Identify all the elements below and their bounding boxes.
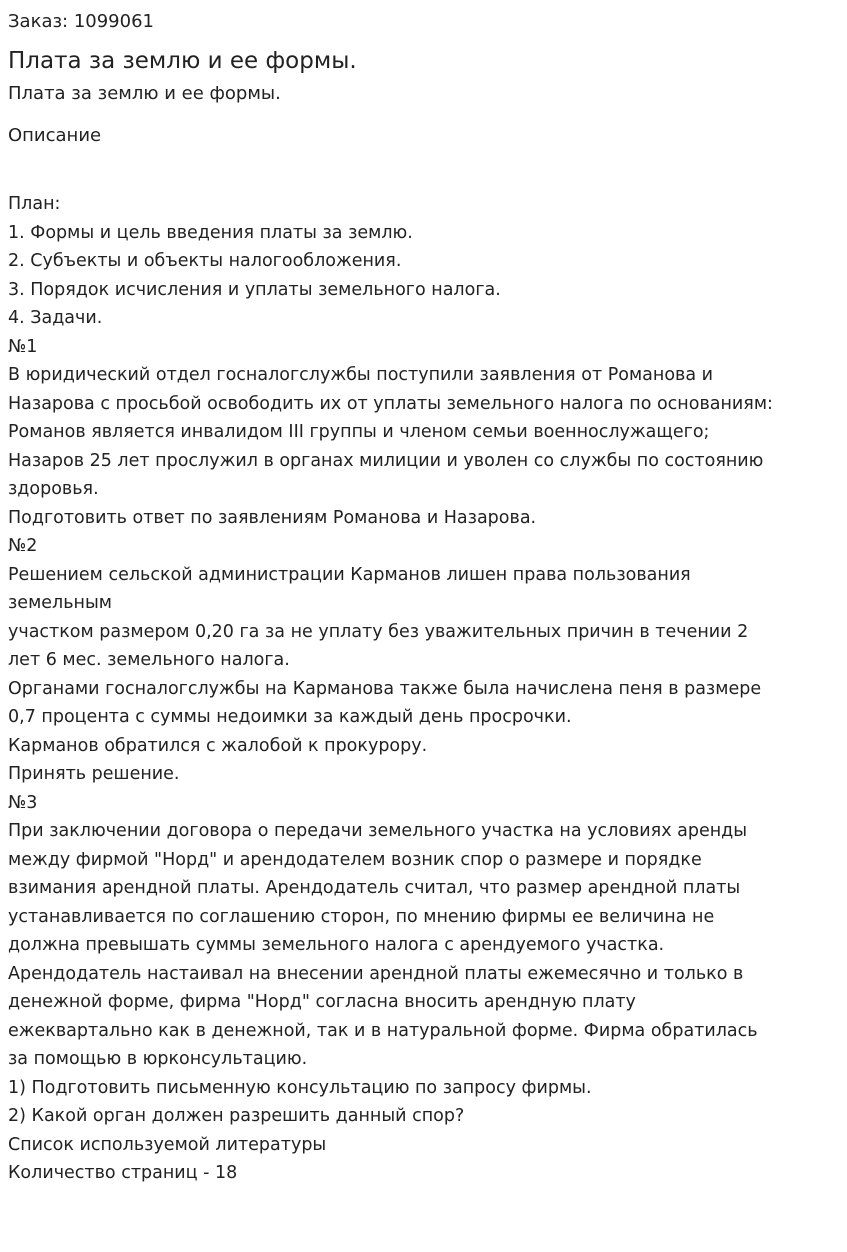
text-line: 3. Порядок исчисления и уплаты земельного налога. — [8, 279, 501, 300]
text-line: Романов является инвалидом III группы и членом семьи военнослужащего; — [8, 422, 710, 442]
text-line: Назаров 25 лет прослужил в органах милиции и уволен со службы по состоянию — [8, 450, 764, 471]
text-line: 1) Подготовить письменную консультацию по запросу фирмы. — [8, 1077, 592, 1098]
document-body — [8, 190, 839, 1188]
text-line: за помощью в юрконсультацию. — [8, 1049, 308, 1069]
text-line: 2. Субъекты и объекты налогообложения. — [8, 251, 402, 271]
text-line: 1. Формы и цель введения платы за землю. — [8, 222, 413, 243]
text-line: 2) Какой орган должен разрешить данный спор? — [8, 1106, 465, 1126]
text-line: №1 — [8, 336, 38, 357]
text-line: Назарова с просьбой освободить их от уплаты земельного налога по основаниям: — [8, 393, 773, 414]
text-line: План: — [8, 194, 61, 214]
text-line: лет 6 мес. земельного налога. — [8, 650, 290, 670]
description-heading: Описание — [8, 125, 102, 146]
text-line: земельным — [8, 593, 113, 613]
text-line: Количество страниц - 18 — [8, 1163, 238, 1183]
text-line: №3 — [8, 792, 38, 813]
text-line: между фирмой "Норд" и арендодателем возник спор о размере и порядке — [8, 849, 702, 870]
text-line: 0,7 процента с суммы недоимки за каждый день просрочки. — [8, 707, 572, 727]
text-line: №2 — [8, 536, 38, 556]
text-line: участком размером 0,20 га за не уплату без уважительных причин в течении 2 — [8, 621, 749, 642]
text-line: Принять решение. — [8, 764, 180, 784]
text-line: При заключении договора о передачи земельного участка на условиях аренды — [8, 821, 748, 841]
order-number: Заказ: 1099061 — [8, 11, 154, 32]
text-line: Арендодатель настаивал на внесении арендной платы ежемесячно и только в — [8, 963, 744, 984]
text-line: Список используемой литературы — [8, 1134, 327, 1155]
text-line: Карманов обратился с жалобой к прокурору. — [8, 735, 428, 756]
text-line: ежеквартально как в денежной, так и в натуральной форме. Фирма обратилась — [8, 1020, 758, 1041]
text-line: взимания арендной платы. Арендодатель считал, что размер арендной платы — [8, 878, 741, 898]
text-line: 4. Задачи. — [8, 308, 103, 328]
text-line: денежной форме, фирма "Норд" согласна вносить арендную плату — [8, 992, 636, 1012]
text-line: должна превышать суммы земельного налога с арендуемого участка. — [8, 935, 665, 955]
page-title: Плата за землю и ее формы. — [8, 48, 357, 74]
text-line: Подготовить ответ по заявлениям Романова и Назарова. — [8, 507, 537, 528]
text-line: Органами госналогслужбы на Карманова также была начислена пеня в размере — [8, 678, 762, 699]
text-line: В юридический отдел госналогслужбы поступили заявления от Романова и — [8, 365, 714, 385]
text-line: устанавливается по соглашению сторон, по мнению фирмы ее величина не — [8, 906, 715, 927]
text-line: здоровья. — [8, 479, 99, 499]
page-subtitle: Плата за землю и ее формы. — [8, 83, 281, 104]
text-line: Решением сельской администрации Карманов лишен права пользования — [8, 564, 691, 585]
